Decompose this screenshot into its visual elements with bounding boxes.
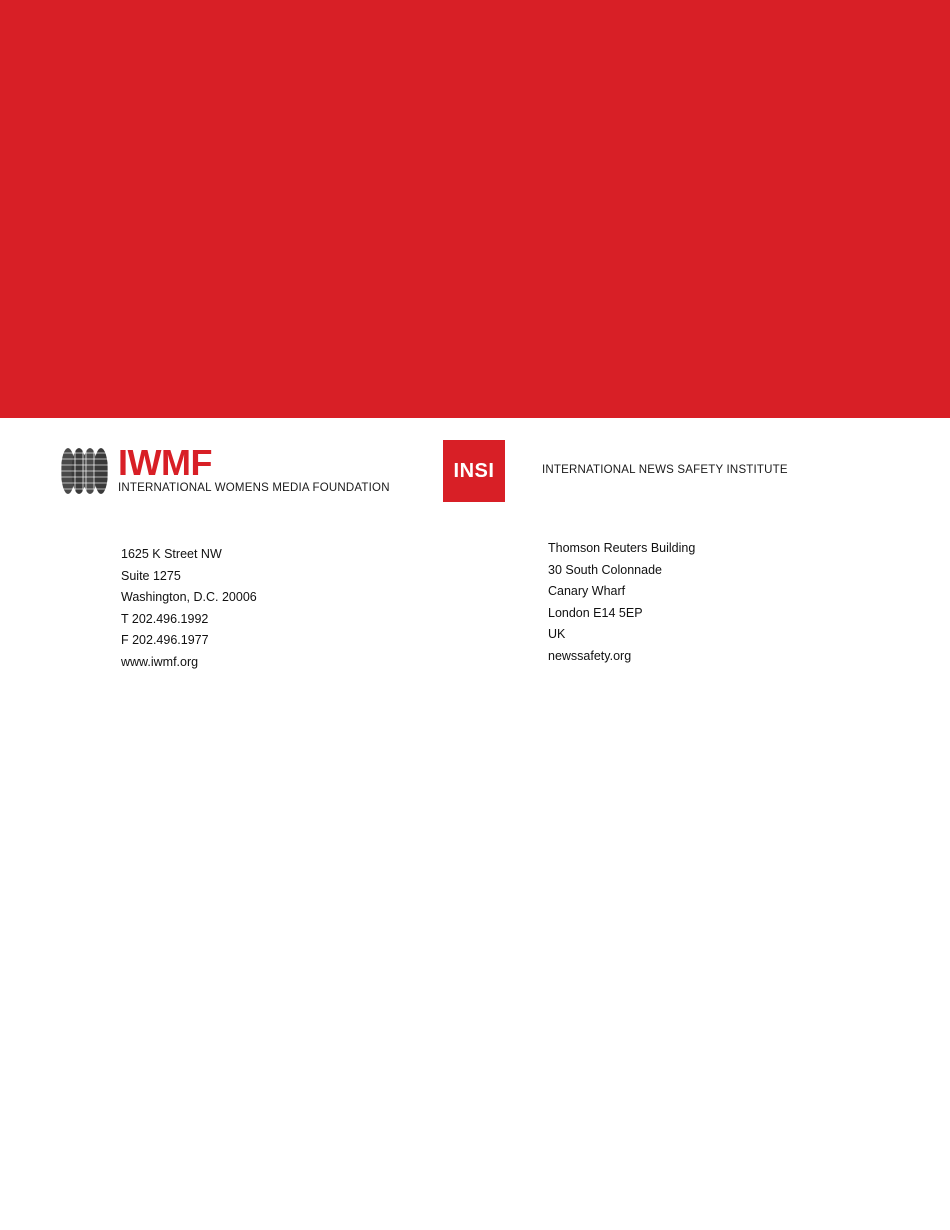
address-line: Canary Wharf <box>548 584 626 599</box>
red-banner <box>0 0 950 418</box>
iwmf-logo <box>60 442 390 495</box>
address-line: F 202.496.1977 <box>121 633 209 648</box>
insi-wordmark-box <box>443 440 505 502</box>
iwmf-website[interactable]: www.iwmf.org <box>121 654 199 669</box>
iwmf-tagline: INTERNATIONAL WOMENS MEDIA FOUNDATION <box>118 482 390 494</box>
address-line: 30 South Colonnade <box>548 562 662 577</box>
globe-icon <box>60 447 110 495</box>
insi-tagline: INTERNATIONAL NEWS SAFETY INSTITUTE <box>542 464 788 476</box>
address-line: Washington, D.C. 20006 <box>121 590 257 605</box>
address-line: UK <box>548 627 566 642</box>
insi-wordmark: INSI <box>453 459 495 482</box>
address-line: Suite 1275 <box>121 568 181 583</box>
insi-website[interactable]: newssafety.org <box>548 648 632 663</box>
insi-logo <box>443 440 788 502</box>
address-line: London E14 5EP <box>548 605 643 620</box>
address-line: 1625 K Street NW <box>121 547 222 561</box>
address-line: Thomson Reuters Building <box>548 541 696 555</box>
address-line: T 202.496.1992 <box>121 611 209 626</box>
insi-address <box>548 538 695 668</box>
iwmf-address <box>121 544 257 674</box>
iwmf-wordmark: IWMF <box>118 442 212 483</box>
logo-row <box>0 440 950 510</box>
